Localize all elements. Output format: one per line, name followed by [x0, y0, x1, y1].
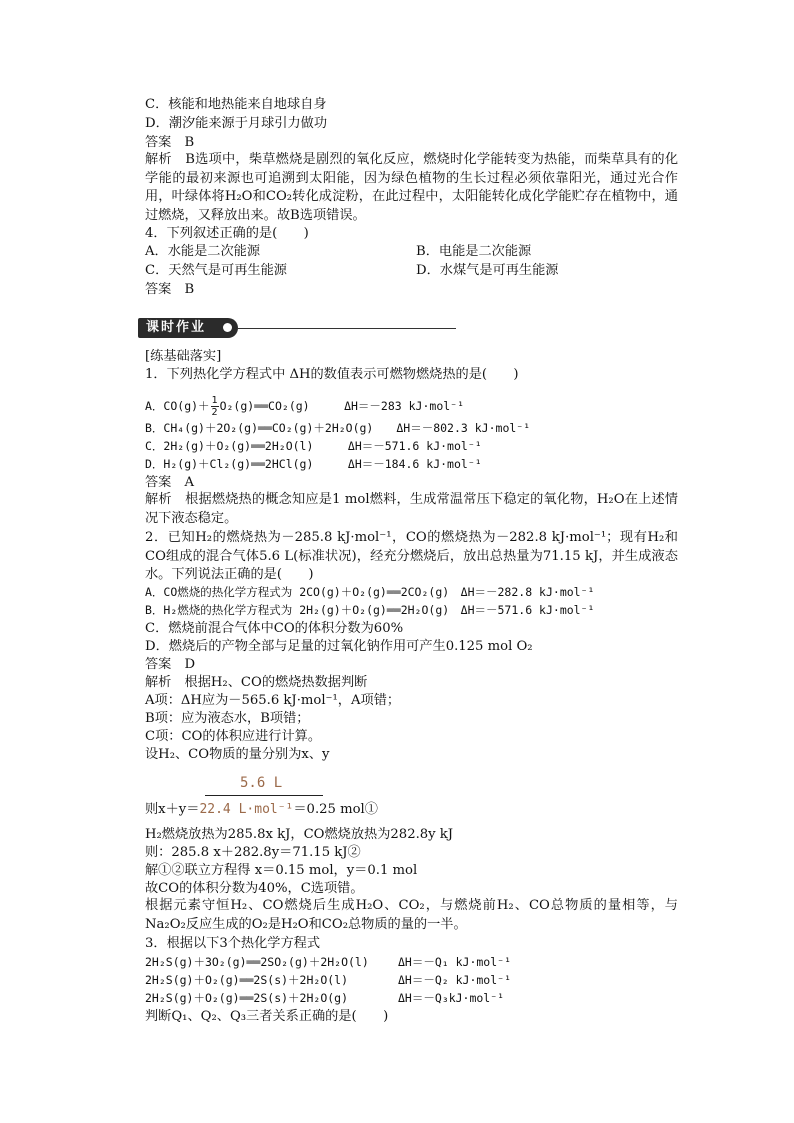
q2-analysis-conclusion: 故CO的体积分数为40%，C选项错。: [145, 881, 364, 896]
q4-option-b: B．电能是二次能源: [416, 244, 532, 259]
banner-rule: [238, 328, 456, 329]
q1-option-a: [145, 395, 464, 418]
q2-analysis-setup: 设H₂、CO物质的量分别为x、y: [145, 747, 330, 762]
banner-dot-icon: [223, 323, 232, 332]
q2-option-c: C．燃烧前混合气体中CO的体积分数为60%: [145, 621, 404, 636]
fraction-denominator: 22.4 L·mol⁻¹: [199, 802, 294, 817]
q2-stem: 2．已知H₂的燃烧热为－285.8 kJ·mol⁻¹，CO的燃烧热为－282.8 kJ·mol⁻¹；现有H₂和CO组成的混合气体5.6 L(标准状况)，经充分燃烧后，放出总热量为71.15 kJ，并生成液态水。下列说法正确的是( ): [145, 530, 678, 582]
q1-fraction-denominator: 2: [211, 407, 218, 418]
q3-equation-2: 2H₂S(g)＋O₂(g)══2S(s)＋2H₂O(l): [145, 973, 349, 987]
q2-analysis-c: C项：CO的体积应进行计算。: [145, 729, 322, 744]
q1-answer: 答案 A: [145, 475, 195, 490]
q1-option-c: C．2H₂(g)＋O₂(g)══2H₂O(l) ΔH＝－571.6 kJ·mol⁻¹: [145, 439, 482, 453]
q2-analysis-intro: 解析 根据H₂、CO的燃烧热数据判断: [145, 675, 368, 690]
q2-analysis-b: B项：应为液态水，B项错；: [145, 711, 310, 726]
q3-equation-3: 2H₂S(g)＋O₂(g)══2S(s)＋2H₂O(g): [145, 991, 349, 1005]
q1-option-b: B．CH₄(g)＋2O₂(g)══CO₂(g)＋2H₂O(g) ΔH＝－802.3 kJ·mol⁻¹: [145, 421, 531, 435]
q4-stem: 4．下列叙述正确的是( ): [145, 226, 309, 241]
q1-analysis: 解析 根据燃烧热的概念知应是1 mol燃料，生成常温常压下稳定的氧化物，H₂O在上述情况下液态稳定。: [145, 492, 678, 526]
q3-enthalpy-3: ΔH＝－Q₃kJ·mol⁻¹: [398, 991, 505, 1005]
q4-option-d: D．水煤气是可再生能源: [416, 263, 559, 278]
q2-option-b: B．H₂燃烧的热化学方程式为 2H₂(g)＋O₂(g)══2H₂O(g) ΔH＝－571.6 kJ·mol⁻¹: [145, 603, 595, 617]
q2-answer: 答案 D: [145, 657, 196, 672]
q4-answer: 答案 B: [145, 282, 195, 297]
q2-option-a: A．CO燃烧的热化学方程式为 2CO(g)＋O₂(g)══2CO₂(g) ΔH＝－282.8 kJ·mol⁻¹: [145, 585, 595, 599]
q1-option-a-prefix: A．CO(g)＋: [145, 399, 210, 413]
q3-prev-option-d: D．潮汐能来源于月球引力做功: [145, 116, 328, 131]
q2-analysis-a: A项：ΔH应为－565.6 kJ·mol⁻¹，A项错；: [145, 693, 401, 708]
q3-enthalpy-2: ΔH＝－Q₂ kJ·mol⁻¹: [398, 973, 512, 987]
q3-prev-analysis: 解析 B选项中，柴草燃烧是剧烈的氧化反应，燃烧时化学能转变为热能，而柴草具有的化学能的最初来源也可追溯到太阳能，因为绿色植物的生长过程必须依靠阳光，通过光合作用，叶绿体将H₂O和CO₂转化成淀粉，在此过程中，太阳能转化成化学能贮存在植物中，通过燃烧，又释放出来。故B选项错误。: [145, 152, 678, 223]
q1-option-a-fraction: [211, 395, 219, 418]
q4-option-a: A．水能是二次能源: [145, 244, 261, 259]
section-banner-label: 课时作业: [146, 320, 207, 335]
q3-stem: 3．根据以下3个热化学方程式: [145, 936, 321, 951]
q4-option-c: C．天然气是可再生能源: [145, 263, 287, 278]
q2-analysis-sum: [145, 801, 378, 818]
q2-analysis-solve: 解①②联立方程得 x＝0.15 mol，y＝0.1 mol: [145, 863, 418, 878]
q1-fraction-numerator: 1: [211, 395, 218, 406]
q2-sum-prefix: 则x＋y＝: [145, 802, 200, 817]
section-banner: [138, 318, 238, 338]
q3-enthalpy-1: ΔH＝－Q₁ kJ·mol⁻¹: [398, 955, 512, 969]
q2-option-d: D．燃烧后的产物全部与足量的过氧化钠作用可产生0.125 mol O₂: [145, 639, 533, 654]
fraction-bar: [205, 795, 323, 796]
q1-stem: 1．下列热化学方程式中 ΔH的数值表示可燃物燃烧热的是( ): [145, 367, 519, 382]
q3-equation-1: 2H₂S(g)＋3O₂(g)══2SO₂(g)＋2H₂O(l): [145, 955, 369, 969]
q2-analysis-eq2: 则：285.8 x＋282.8y＝71.15 kJ②: [145, 845, 361, 860]
q3-prev-option-c: C．核能和地热能来自地球自身: [145, 97, 327, 112]
q1-option-a-suffix: O₂(g)══CO₂(g) ΔH＝－283 kJ·mol⁻¹: [219, 399, 465, 413]
q1-option-d: D．H₂(g)＋Cl₂(g)══2HCl(g) ΔH＝－184.6 kJ·mol⁻¹: [145, 457, 482, 471]
q3-prev-answer: 答案 B: [145, 135, 195, 150]
q3-question: 判断Q₁、Q₂、Q₃三者关系正确的是( ): [145, 1009, 389, 1024]
fraction-numerator: 5.6 L: [240, 775, 283, 791]
q2-sum-suffix: ＝0.25 mol①: [293, 802, 378, 817]
section-subtitle: [练基础落实]: [145, 349, 222, 364]
q2-analysis-conservation: 根据元素守恒H₂、CO燃烧后生成H₂O、CO₂，与燃烧前H₂、CO总物质的量相等，与Na₂O₂反应生成的O₂是H₂O和CO₂总物质的量的一半。: [145, 898, 678, 932]
q2-analysis-heat: H₂燃烧放热为285.8x kJ，CO燃烧放热为282.8y kJ: [145, 827, 454, 842]
